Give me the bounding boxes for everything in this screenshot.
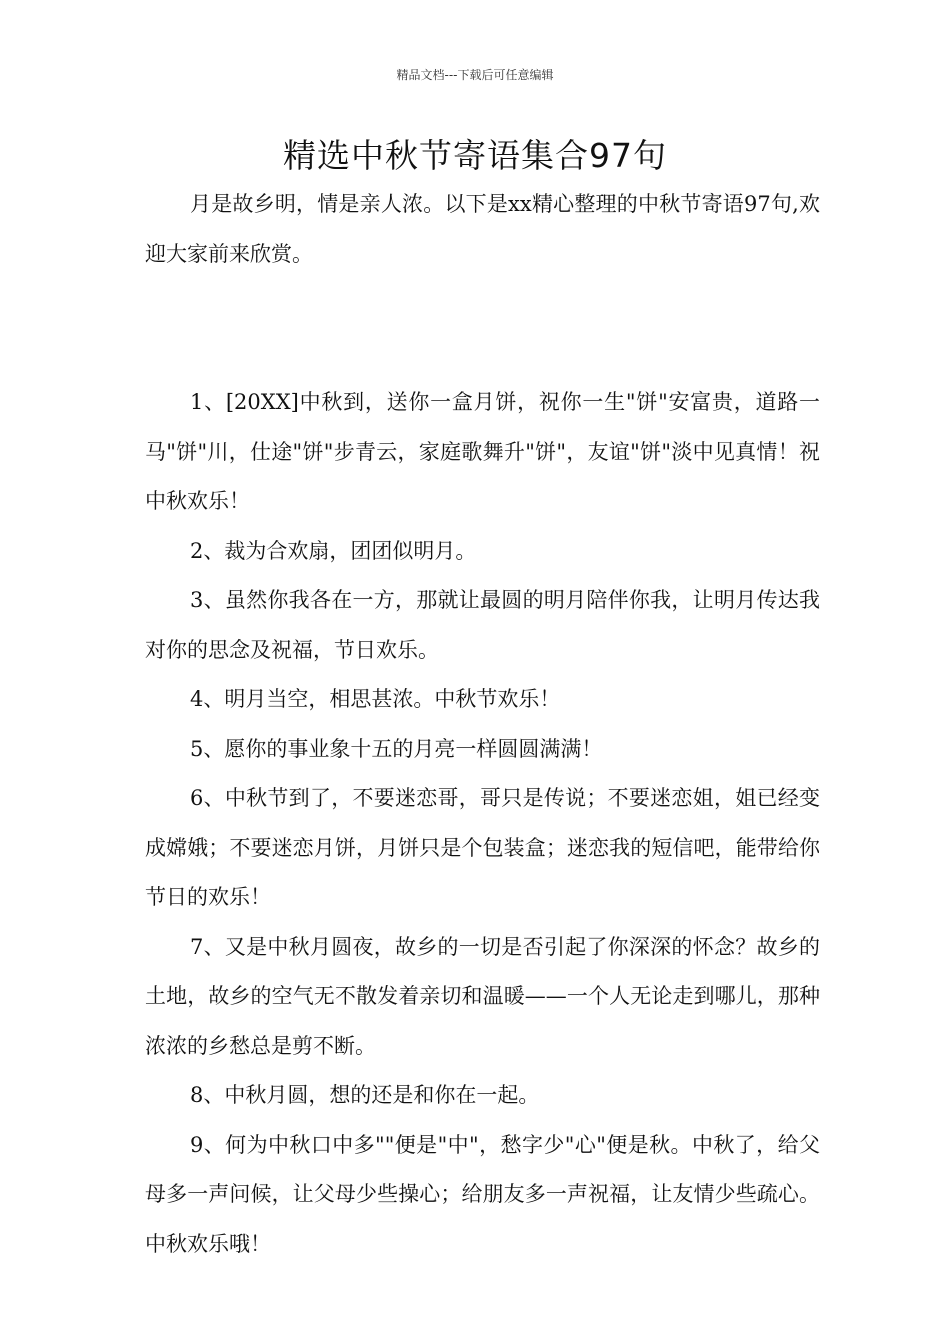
document-body [145,180,820,1269]
list-item: 9、何为中秋口中多""便是"中"，愁字少"心"便是秋。中秋了，给父母多一声问候，让父母少些操心；给朋友多一声祝福，让友情少些疏心。中秋欢乐哦！ [145,1132,820,1256]
list-item: 7、又是中秋月圆夜，故乡的一切是否引起了你深深的怀念？故乡的土地，故乡的空气无不散发着亲切和温暖——一个人无论走到哪儿，那种浓浓的乡愁总是剪不断。 [145,934,820,1058]
paragraph-spacer [145,279,820,378]
list-item: 4、明月当空，相思甚浓。中秋节欢乐！ [190,687,561,711]
list-item: 1、[20XX]中秋到，送你一盒月饼，祝你一生"饼"安富贵，道路一马"饼"川，仕途"饼"步青云，家庭歌舞升"饼"，友谊"饼"淡中见真情！祝中秋欢乐！ [145,390,820,513]
list-item: 3、虽然你我各在一方，那就让最圆的明月陪伴你我，让明月传达我对你的思念及祝福，节日欢乐。 [145,588,820,662]
intro-paragraph: 月是故乡明，情是亲人浓。以下是xx精心整理的中秋节寄语97句,欢迎大家前来欣赏。 [145,192,820,266]
document-title: 精选中秋节寄语集合97句 [283,136,667,175]
list-item: 5、愿你的事业象十五的月亮一样圆圆满满！ [190,736,603,761]
list-item: 8、中秋月圆，想的还是和你在一起。 [190,1083,540,1107]
page-header: 精品文档---下载后可任意编辑 [396,68,554,82]
list-item: 2、裁为合欢扇，团团似明月。 [190,538,477,563]
list-item: 6、中秋节到了，不要迷恋哥，哥只是传说；不要迷恋姐，姐已经变成嫦娥；不要迷恋月饼，月饼只是个包装盒；迷恋我的短信吧，能带给你节日的欢乐！ [145,786,820,909]
